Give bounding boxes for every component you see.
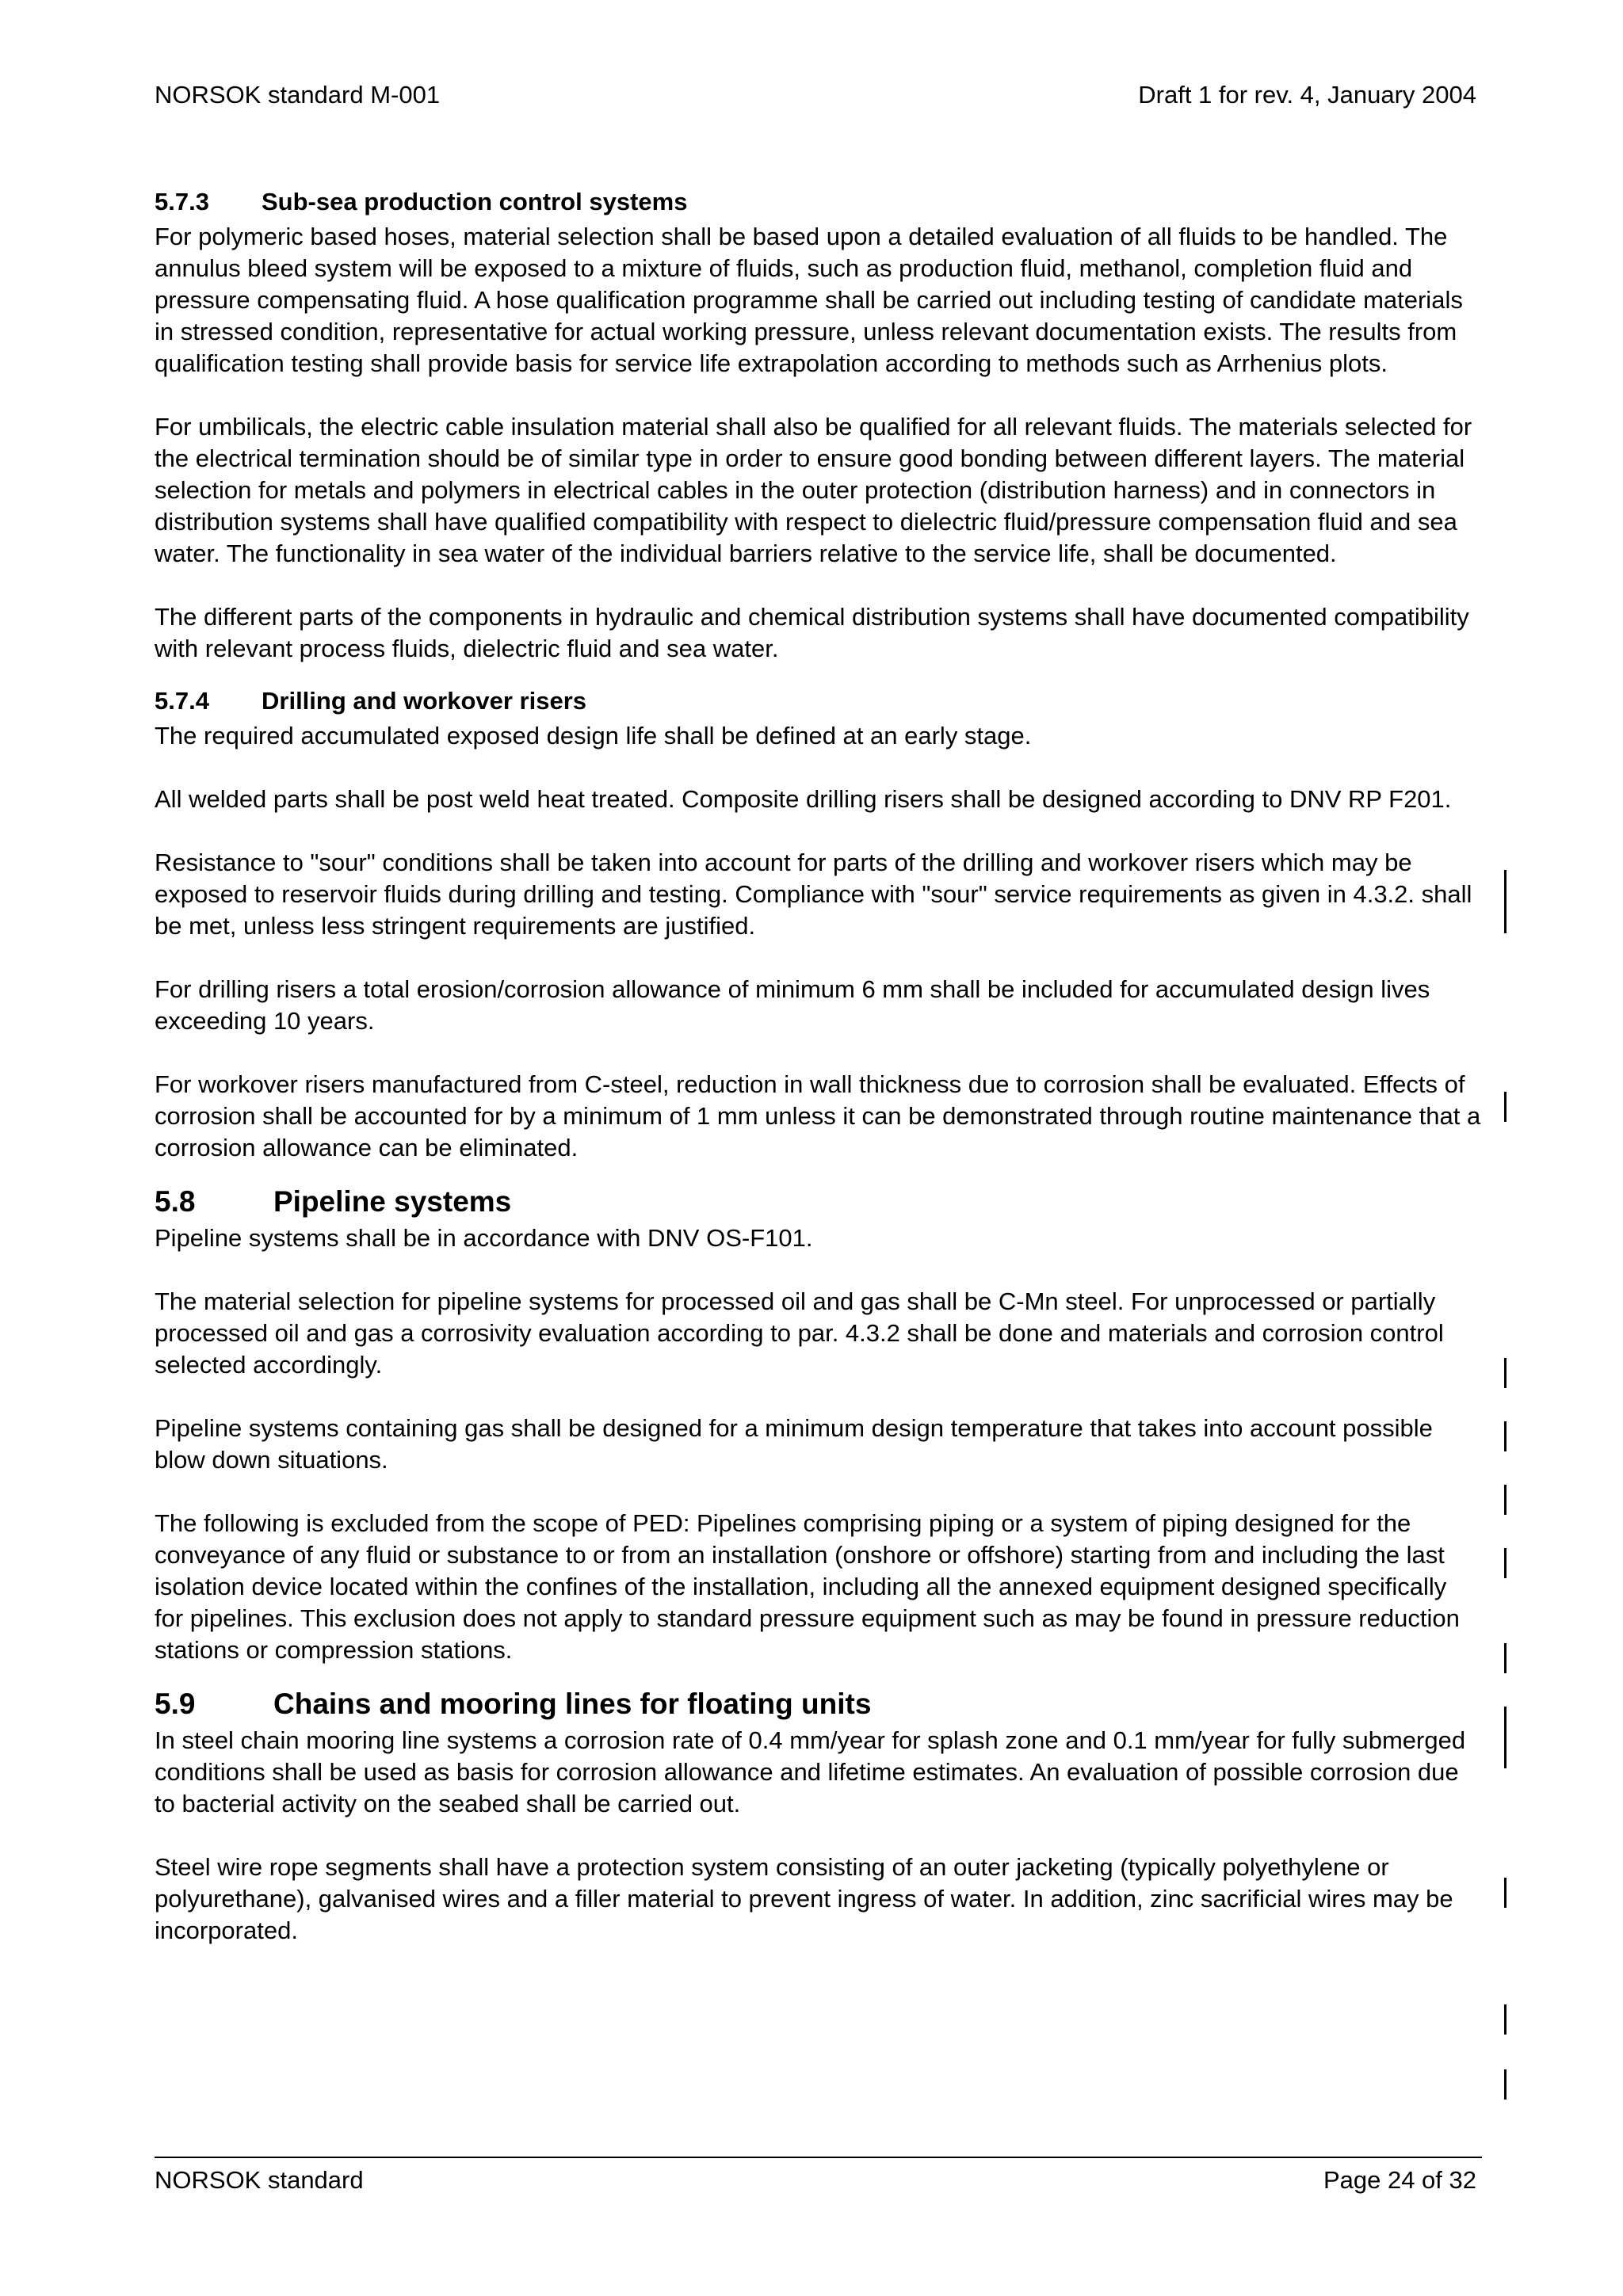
paragraph: Pipeline systems containing gas shall be designed for a minimum design temperature that takes into account possible blow down situations. xyxy=(155,1414,1433,1474)
revision-change-bar xyxy=(1504,1548,1507,1578)
section-heading-5-7-3 xyxy=(155,186,1482,218)
revision-change-bar xyxy=(1504,1643,1507,1673)
paragraph: For umbilicals, the electric cable insulation material shall also be qualified for all relevant fluids. The materials selected for the electrical termination should be of similar type in order to ensure good bonding between different layers. The material selection for metals and polymers in electrical cables in the outer protection (distribution harness) and in connectors in distribution systems shall have qualified compatibility with respect to dielectric fluid/pressure compensation fluid and sea water. The functionality in sea water of the individual barriers relative to the service life, shall be documented. xyxy=(155,413,1472,567)
paragraph: The different parts of the components in hydraulic and chemical distribution systems shall have documented compatibility with relevant process fluids, dielectric fluid and sea water. xyxy=(155,603,1469,662)
footer-divider xyxy=(155,2157,1482,2158)
revision-change-bar xyxy=(1504,1092,1507,1122)
revision-change-bar xyxy=(1504,2004,1507,2035)
section-title: Chains and mooring lines for floating units xyxy=(273,1688,872,1720)
section-number: 5.9 xyxy=(155,1688,196,1720)
revision-change-bar xyxy=(1504,870,1507,933)
revision-change-bar xyxy=(1504,2069,1507,2100)
section-number: 5.7.3 xyxy=(155,188,209,215)
document-body xyxy=(155,186,1482,1978)
section-title: Pipeline systems xyxy=(273,1185,512,1218)
revision-change-bar xyxy=(1504,1485,1507,1515)
section-number: 5.8 xyxy=(155,1185,196,1218)
section-title: Drilling and workover risers xyxy=(262,687,587,715)
paragraph: The following is excluded from the scope of PED: Pipelines comprising piping or a system of piping designed for the conveyance of any fluid or substance to or from an installation (onshore or offshore) starting from and including the last isolation device located within the confines of the installation, including all the annexed equipment designed specifically for pipelines. This exclusion does not apply to standard pressure equipment such as may be found in pressure reduction stations or compression stations. xyxy=(155,1509,1460,1664)
section-heading-5-8 xyxy=(155,1184,1482,1219)
page-number: Page 24 of 32 xyxy=(1323,2166,1476,2194)
page-header xyxy=(155,79,1476,111)
revision-change-bar xyxy=(1504,1358,1507,1388)
paragraph: All welded parts shall be post weld heat treated. Composite drilling risers shall be designed according to DNV RP F201. xyxy=(155,785,1452,813)
header-document-title: NORSOK standard M-001 xyxy=(155,81,441,109)
paragraph: For polymeric based hoses, material selection shall be based upon a detailed evaluation of all fluids to be handled. The annulus bleed system will be exposed to a mixture of fluids, such as production fluid, methanol, completion fluid and pressure compensating fluid. A hose qualification programme shall be carried out including testing of candidate materials in stressed condition, representative for actual working pressure, unless relevant documentation exists. The results from qualification testing shall provide basis for service life extrapolation according to methods such as Arrhenius plots. xyxy=(155,223,1463,377)
paragraph: For drilling risers a total erosion/corrosion allowance of minimum 6 mm shall be included for accumulated design lives exceeding 10 years. xyxy=(155,975,1430,1035)
paragraph: Pipeline systems shall be in accordance with DNV OS-F101. xyxy=(155,1224,813,1252)
revision-change-bar xyxy=(1504,1707,1507,1768)
section-heading-5-9 xyxy=(155,1687,1482,1722)
page-footer xyxy=(155,2164,1476,2196)
footer-standard-name: NORSOK standard xyxy=(155,2166,364,2194)
paragraph: For workover risers manufactured from C-steel, reduction in wall thickness due to corrosion shall be evaluated. Effects of corrosion shall be accounted for by a minimum of 1 mm unless it can be demonstrated through routine maintenance that a corrosion allowance can be eliminated. xyxy=(155,1070,1481,1161)
revision-change-bar xyxy=(1504,1878,1507,1908)
paragraph: Resistance to "sour" conditions shall be taken into account for parts of the drilling and workover risers which may be exposed to reservoir fluids during drilling and testing. Compliance with "sour" service requirements as given in 4.3.2. shall be met, unless less stringent requirements are justified. xyxy=(155,849,1472,940)
paragraph: Steel wire rope segments shall have a protection system consisting of an outer jacketing (typically polyethylene or polyurethane), galvanised wires and a filler material to prevent ingress of water. In addition, zinc sacrificial wires may be incorporated. xyxy=(155,1853,1453,1944)
paragraph: In steel chain mooring line systems a corrosion rate of 0.4 mm/year for splash zone and 0.1 mm/year for fully submerged conditions shall be used as basis for corrosion allowance and lifetime estimates. An evaluation of possible corrosion due to bacterial activity on the seabed shall be carried out. xyxy=(155,1726,1466,1817)
section-number: 5.7.4 xyxy=(155,687,209,715)
revision-change-bar xyxy=(1504,1421,1507,1451)
paragraph: The material selection for pipeline systems for processed oil and gas shall be C-Mn steel. For unprocessed or partially processed oil and gas a corrosivity evaluation according to par. 4.3.2 shall be done and materials and corrosion control selected accordingly. xyxy=(155,1287,1444,1379)
section-heading-5-7-4 xyxy=(155,685,1482,717)
section-title: Sub-sea production control systems xyxy=(262,188,688,215)
header-revision: Draft 1 for rev. 4, January 2004 xyxy=(1138,81,1476,109)
paragraph: The required accumulated exposed design life shall be defined at an early stage. xyxy=(155,722,1032,749)
